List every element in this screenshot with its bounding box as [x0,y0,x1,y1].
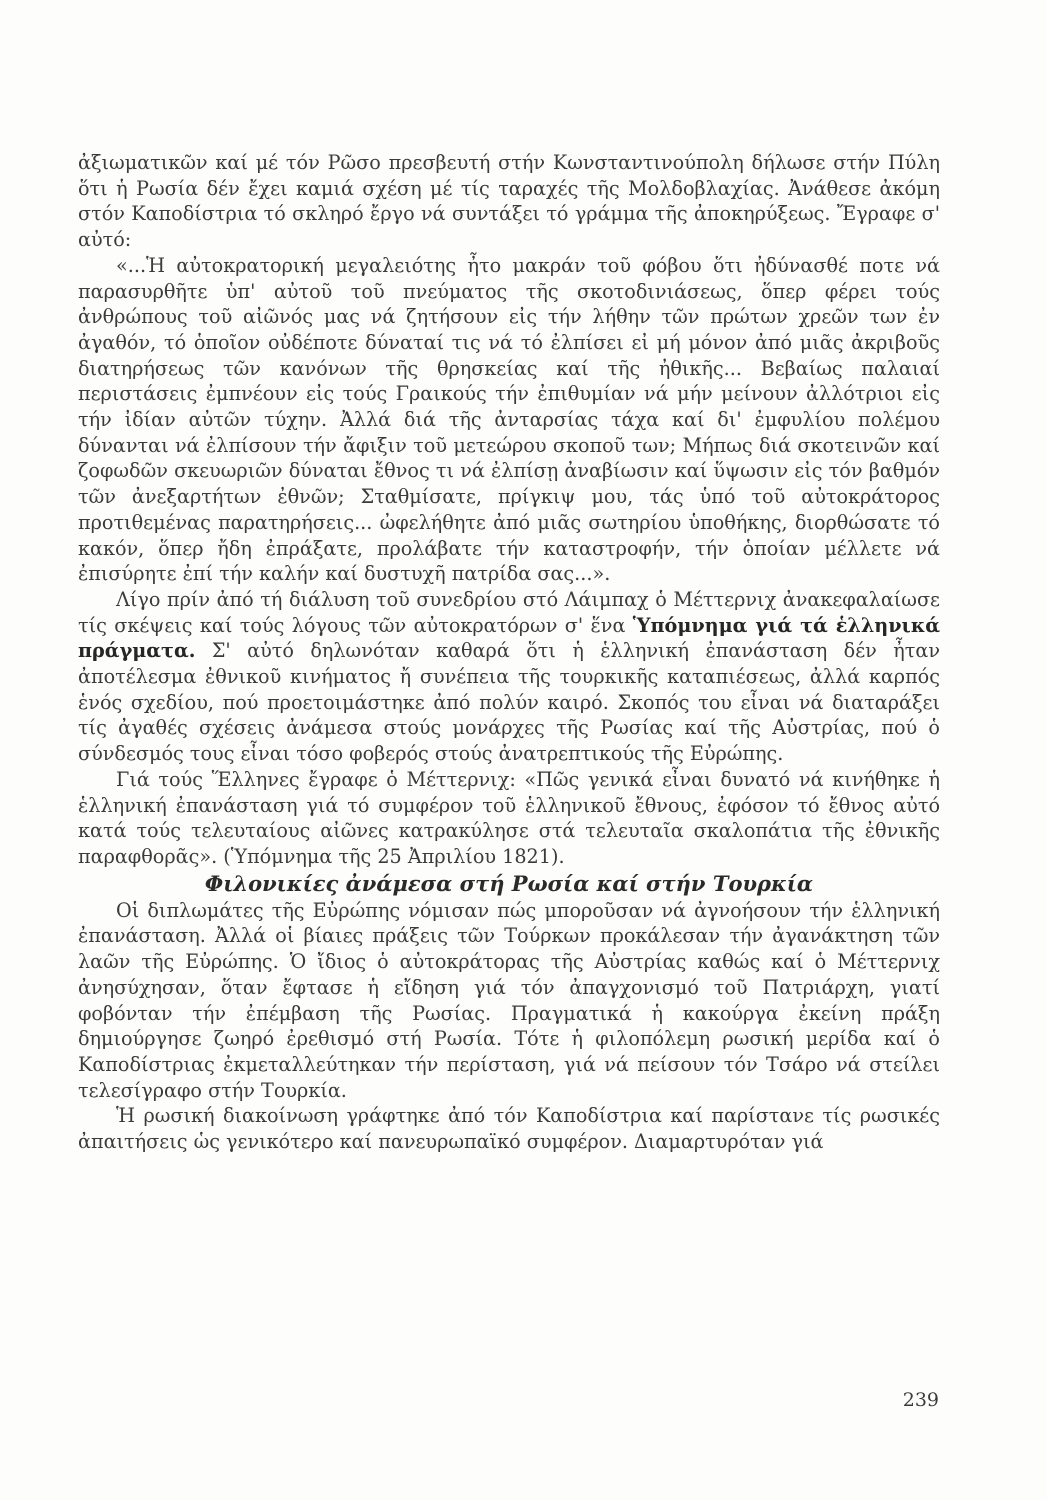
paragraph-diplomats: Οἱ διπλωμάτες τῆς Εὐρώπης νόμισαν πώς μποροῦσαν νά ἀγνοήσουν τήν ἑλληνική ἐπανάσταση. Ἀλλά οἱ βίαιες πράξεις τῶν Τούρκων προκάλεσαν τήν ἀγανάκτηση τῶν λαῶν τῆς Εὐρώπης. Ὁ ἴδιος ὁ αὐτοκράτορας τῆς Αὐστρίας καθώς καί ὁ Μέττερνιχ ἀνησύχησαν, ὅταν ἔφτασε ἡ εἴδηση γιά τόν ἀπαγχονισμό τοῦ Πατριάρχη, γιατί φοβόνταν τήν ἐπέμβαση τῆς Ρωσίας. Πραγματικά ἡ κακούργα ἐκείνη πράξη δημιούργησε ζωηρό ἐρεθισμό στή Ρωσία. Τότε ἡ φιλοπόλεμη ρωσική μερίδα καί ὁ Καποδίστριας ἐκμεταλλεύτηκαν τήν περίσταση, γιά νά πείσουν τόν Τσάρο νά στείλει τελεσίγραφο στήν Τουρκία. [78,898,940,1102]
paragraph-quote-letter: «...Ἡ αὐτοκρατορική μεγαλειότης ἦτο μακράν τοῦ φόβου ὅτι ἠδύνασθέ ποτε νά παρασυρθῆτε ὑπ' αὐτοῦ τοῦ πνεύματος τῆς σκοτοδινιάσεως, ὅπερ φέρει τούς ἀνθρώπους τοῦ αἰῶνός μας νά ζητήσουν εἰς τήν λήθην τῶν πρώτων χρεῶν των ἐν ἀγαθόν, τό ὁποῖον οὐδέποτε δύναταί τις νά τό ἐλπίσει εἰ μή μόνον ἀπό μιᾶς ἀκριβοῦς διατηρήσεως τῶν κανόνων τῆς θρησκείας καί τῆς ἠθικῆς... Βεβαίως παλαιαί περιστάσεις ἐμπνέουν εἰς τούς Γραικούς τήν ἐπιθυμίαν νά μήν μείνουν ἀλλότριοι εἰς τήν ἰδίαν αὐτῶν τύχην. Ἀλλά διά τῆς ἀνταρσίας τάχα καί δι' ἐμφυλίου πολέμου δύνανται νά ἐλπίσουν τήν ἄφιξιν τοῦ μετεώρου σκοποῦ των; Μήπως διά σκοτεινῶν καί ζοφωδῶν σκευωριῶν δύναται ἔθνος τι νά ἐλπίσῃ ἀναβίωσιν καί ὕψωσιν εἰς τόν βαθμόν τῶν ἀνεξαρτήτων ἐθνῶν; Σταθμίσατε, πρίγκιψ μου, τάς ὑπό τοῦ αὐτοκράτορος προτιθεμένας παρατηρήσεις... ὠφελήθητε ἀπό μιᾶς σωτηρίου ὑποθήκης, διορθώσατε τό κακόν, ὅπερ ἤδη ἐπράξατε, προλάβατε τήν καταστροφήν, τήν ὁποίαν μέλλετε νά ἐπισύρητε ἐπί τήν καλήν καί δυστυχῆ πατρίδα σας...». [78,253,940,586]
paragraph-russian-note: Ἡ ρωσική διακοίνωση γράφτηκε ἀπό τόν Καποδίστρια καί παρίστανε τίς ρωσικές ἀπαιτήσεις ὡς γενικότερο καί πανευρωπαϊκό συμφέρον. Διαμαρτυρόταν γιά [78,1104,940,1154]
paragraph-metternich-quote: Γιά τούς Ἕλληνες ἔγραφε ὁ Μέττερνιχ: «Πῶς γενικά εἶναι δυνατό νά κινήθηκε ἡ ἑλληνική ἐπανάσταση γιά τό συμφέρον τοῦ ἑλληνικοῦ ἔθνους, ἐφόσον τό ἔθνος αὐτό κατά τούς τελευταίους αἰῶνες κατρακύλησε στά τελευταῖα σκαλοπάτια τῆς ἐθνικῆς παραφθορᾶς». (Ὑπόμνημα τῆς 25 Ἀπριλίου 1821). [78,767,940,868]
section-heading: Φιλονικίες ἀνάμεσα στή Ρωσία καί στήν Τουρκία [204,870,814,896]
paragraph-1: ἀξιωματικῶν καί μέ τόν Ρῶσο πρεσβευτή στήν Κωνσταντινούπολη δήλωσε στήν Πύλη ὅτι ἡ Ρωσία δέν ἔχει καμιά σχέση μέ τίς ταραχές τῆς Μολδοβλαχίας. Ἀνάθεσε ἀκόμη στόν Καποδίστρια τό σκληρό ἔργο νά συντάξει τό γράμμα τῆς ἀποκηρύξεως. Ἔγραφε σ' αὐτό: [78,151,940,252]
memorandum-text-end: Σ' αὐτό δηλωνόταν καθαρά ὅτι ἡ ἑλληνική ἐπανάσταση δέν ἦταν ἀποτέλεσμα ἐθνικοῦ κινήματος ἤ συνέπεια τῆς τουρκικῆς καταπιέσεως, ἀλλά καρπός ἑνός σχεδίου, πού προετοιμάστηκε ἀπό πολύν καιρό. Σκοπός του εἶναι νά διαταράξει τίς ἀγαθές σχέσεις ἀνάμεσα στούς μονάρχες τῆς Ρωσίας καί τῆς Αὐστρίας, πού ὁ σύνδεσμός τους εἶναι τόσο φοβερός στούς ἀνατρεπτικούς τῆς Εὐρώπης. [78,639,940,766]
memorandum-title: Ὑπόμνημα γιά τά ἑλληνικά πράγματα. [78,613,940,663]
memorandum-text-start: Λίγο πρίν ἀπό τή διάλυση τοῦ συνεδρίου στό Λάιμπαχ ὁ Μέττερνιχ ἀνακεφαλαίωσε τίς σκέψεις καί τούς λόγους τῶν αὐτοκρατόρων σ' ἕνα [78,587,940,637]
paragraph-memorandum [78,587,940,767]
page-body [78,150,940,1155]
page-number: 239 [902,1389,939,1411]
